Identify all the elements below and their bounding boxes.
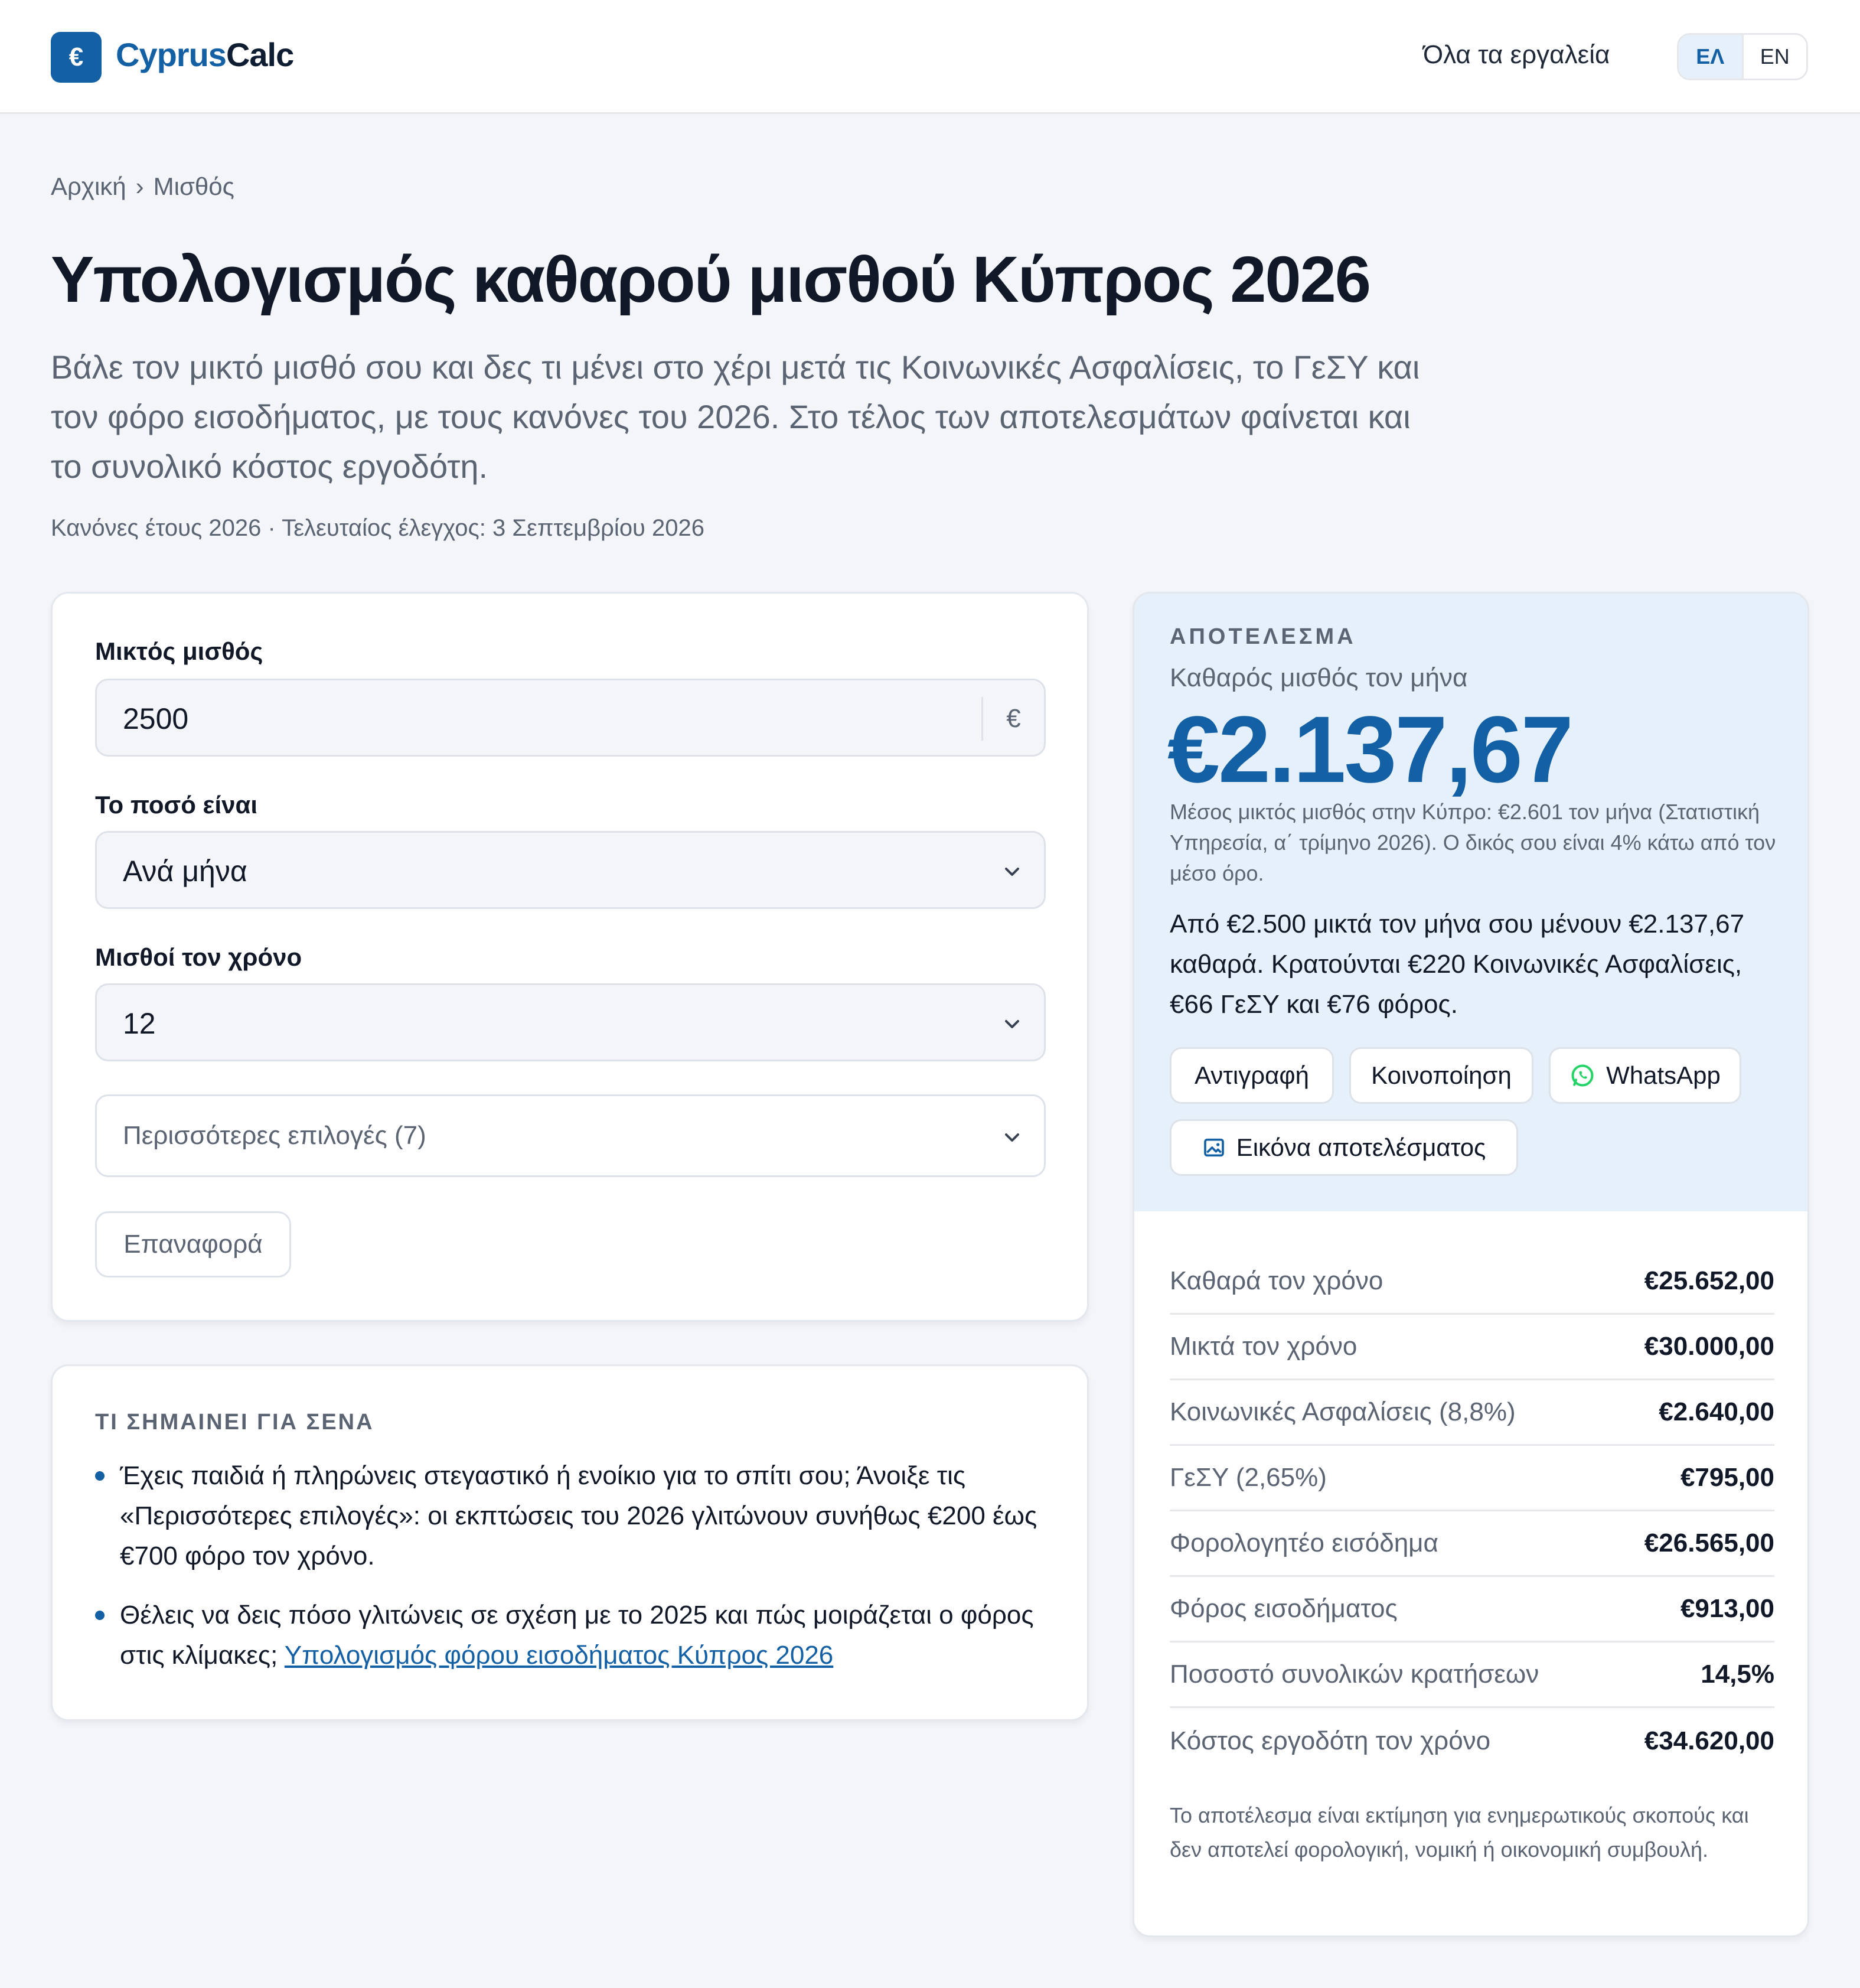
whatsapp-icon — [1569, 1063, 1595, 1088]
page-title: Υπολογισμός καθαρού μισθού Κύπρος 2026 — [51, 243, 1370, 316]
row-label: Καθαρά τον χρόνο — [1170, 1266, 1383, 1295]
more-options-label: Περισσότερες επιλογές (7) — [123, 1121, 426, 1150]
disclaimer: Το αποτέλεσμα είναι εκτίμηση για ενημερωτικούς σκοπούς και δεν αποτελεί φορολογική, νομική ή οικονομική συμβουλή. — [1170, 1803, 1749, 1862]
salaries-per-year-label: Μισθοί τον χρόνο — [95, 943, 302, 971]
table-row — [1170, 1642, 1774, 1708]
brand-part1: Cyprus — [116, 36, 226, 73]
breadcrumb-home[interactable]: Αρχική — [51, 172, 126, 200]
language-switch — [1677, 33, 1808, 80]
row-label: Φόρος εισοδήματος — [1170, 1594, 1398, 1623]
table-row — [1170, 1446, 1774, 1511]
breadcrumb — [51, 172, 234, 201]
table-row — [1170, 1380, 1774, 1446]
brand-logo[interactable] — [116, 35, 293, 74]
more-options-toggle[interactable] — [95, 1094, 1046, 1177]
share-label: Κοινοποίηση — [1371, 1061, 1512, 1089]
all-tools-link[interactable]: Όλα τα εργαλεία — [1423, 40, 1610, 69]
gross-salary-label: Μικτός μισθός — [95, 637, 263, 665]
period-value: Ανά μήνα — [123, 855, 247, 888]
euro-suffix: € — [981, 697, 1044, 741]
net-monthly-label: Καθαρός μισθός τον μήνα — [1170, 663, 1468, 692]
result-kicker: ΑΠΟΤΕΛΕΣΜΑ — [1170, 624, 1356, 649]
table-row — [1170, 1708, 1774, 1774]
row-value: €795,00 — [1680, 1463, 1774, 1492]
result-summary-panel — [1134, 594, 1809, 1211]
table-row — [1170, 1511, 1774, 1577]
row-label: Κόστος εργοδότη τον χρόνο — [1170, 1726, 1491, 1755]
result-image-button[interactable] — [1170, 1119, 1518, 1176]
row-label: ΓεΣΥ (2,65%) — [1170, 1463, 1327, 1492]
table-row — [1170, 1249, 1774, 1315]
income-tax-calculator-link[interactable]: Υπολογισμός φόρου εισοδήματος Κύπρος 2026 — [284, 1641, 834, 1670]
list-item — [95, 1595, 1052, 1676]
copy-label: Αντιγραφή — [1195, 1061, 1309, 1089]
row-value: €25.652,00 — [1644, 1266, 1774, 1295]
breadcrumb-current: Μισθός — [153, 172, 234, 200]
share-button[interactable] — [1349, 1047, 1533, 1104]
site-header — [0, 0, 1860, 114]
info-heading: ΤΙ ΣΗΜΑΙΝΕΙ ΓΙΑ ΣΕΝΑ — [95, 1410, 374, 1435]
result-image-label: Εικόνα αποτελέσματος — [1236, 1133, 1486, 1161]
chevron-down-icon — [1000, 1012, 1024, 1036]
copy-button[interactable] — [1170, 1047, 1334, 1104]
row-label: Ποσοστό συνολικών κρατήσεων — [1170, 1660, 1539, 1689]
table-row — [1170, 1315, 1774, 1380]
page-intro: Βάλε τον μικτό μισθό σου και δες τι μένει στο χέρι μετά τις Κοινωνικές Ασφαλίσεις, το ΓεΣΥ και τον φόρο εισοδήματος, με τους κανόνες του 2026. Στο τέλος των αποτελεσμάτων φαίνεται και το συνολικό κόστος εργοδότη. — [51, 348, 1420, 485]
info-bullets — [95, 1456, 1052, 1694]
result-card — [1133, 592, 1809, 1937]
row-value: €2.640,00 — [1659, 1397, 1774, 1426]
whatsapp-button[interactable] — [1549, 1047, 1741, 1104]
period-select[interactable] — [95, 831, 1046, 909]
period-label: Το ποσό είναι — [95, 791, 258, 819]
chevron-down-icon — [1000, 860, 1024, 884]
brand-part2: Calc — [226, 36, 294, 73]
lang-el-button[interactable]: ΕΛ — [1679, 35, 1742, 79]
row-value: €26.565,00 — [1644, 1529, 1774, 1557]
average-salary-note: Μέσος μικτός μισθός στην Κύπρο: €2.601 τον μήνα (Στατιστική Υπηρεσία, α΄ τρίμηνο 2026). Ο δικός σου είναι 4% κάτω από τον μέσο όρο. — [1170, 800, 1776, 885]
row-label: Μικτά τον χρόνο — [1170, 1332, 1358, 1361]
table-row — [1170, 1577, 1774, 1642]
row-value: 14,5% — [1701, 1660, 1774, 1689]
whatsapp-label: WhatsApp — [1606, 1061, 1721, 1089]
result-summary-text: Από €2.500 μικτά τον μήνα σου μένουν €2.137,67 καθαρά. Κρατούνται €220 Κοινωνικές Ασφαλίσεις, €66 ΓεΣΥ και €76 φόρος. — [1170, 910, 1745, 1019]
net-monthly-amount: €2.137,67 — [1167, 696, 1572, 802]
gross-salary-input[interactable] — [95, 679, 1046, 757]
logo-icon[interactable]: € — [51, 32, 102, 83]
calculator-form-card — [51, 592, 1089, 1322]
salaries-per-year-value: 12 — [123, 1007, 156, 1040]
list-item: Έχεις παιδιά ή πληρώνεις στεγαστικό ή ενοίκιο για το σπίτι σου; Άνοιξε τις «Περισσότερες επιλογές»: οι εκπτώσεις του 2026 γλιτώνουν συνήθως €200 έως €700 φόρο τον χρόνο. — [95, 1456, 1052, 1576]
row-value: €913,00 — [1680, 1594, 1774, 1623]
chevron-down-icon — [1000, 1126, 1024, 1149]
bullet-text: Θέλεις να δεις πόσο γλιτώνεις σε σχέση με το 2025 και πώς μοιράζεται ο φόρος στις κλίμακες; — [120, 1601, 1034, 1670]
reset-button[interactable]: Επαναφορά — [95, 1211, 291, 1277]
what-it-means-card — [51, 1364, 1089, 1721]
rules-meta: Κανόνες έτους 2026 · Τελευταίος έλεγχος: 3 Σεπτεμβρίου 2026 — [51, 515, 705, 541]
row-value: €34.620,00 — [1644, 1726, 1774, 1755]
row-label: Κοινωνικές Ασφαλίσεις (8,8%) — [1170, 1397, 1516, 1426]
image-icon — [1202, 1136, 1226, 1159]
breadcrumb-separator: › — [135, 172, 144, 200]
breakdown-table — [1170, 1249, 1774, 1774]
row-value: €30.000,00 — [1644, 1332, 1774, 1361]
salaries-per-year-select[interactable] — [95, 983, 1046, 1061]
row-label: Φορολογητέο εισόδημα — [1170, 1529, 1438, 1557]
gross-salary-value: 2500 — [123, 702, 189, 735]
lang-en-button[interactable]: EN — [1742, 35, 1807, 79]
